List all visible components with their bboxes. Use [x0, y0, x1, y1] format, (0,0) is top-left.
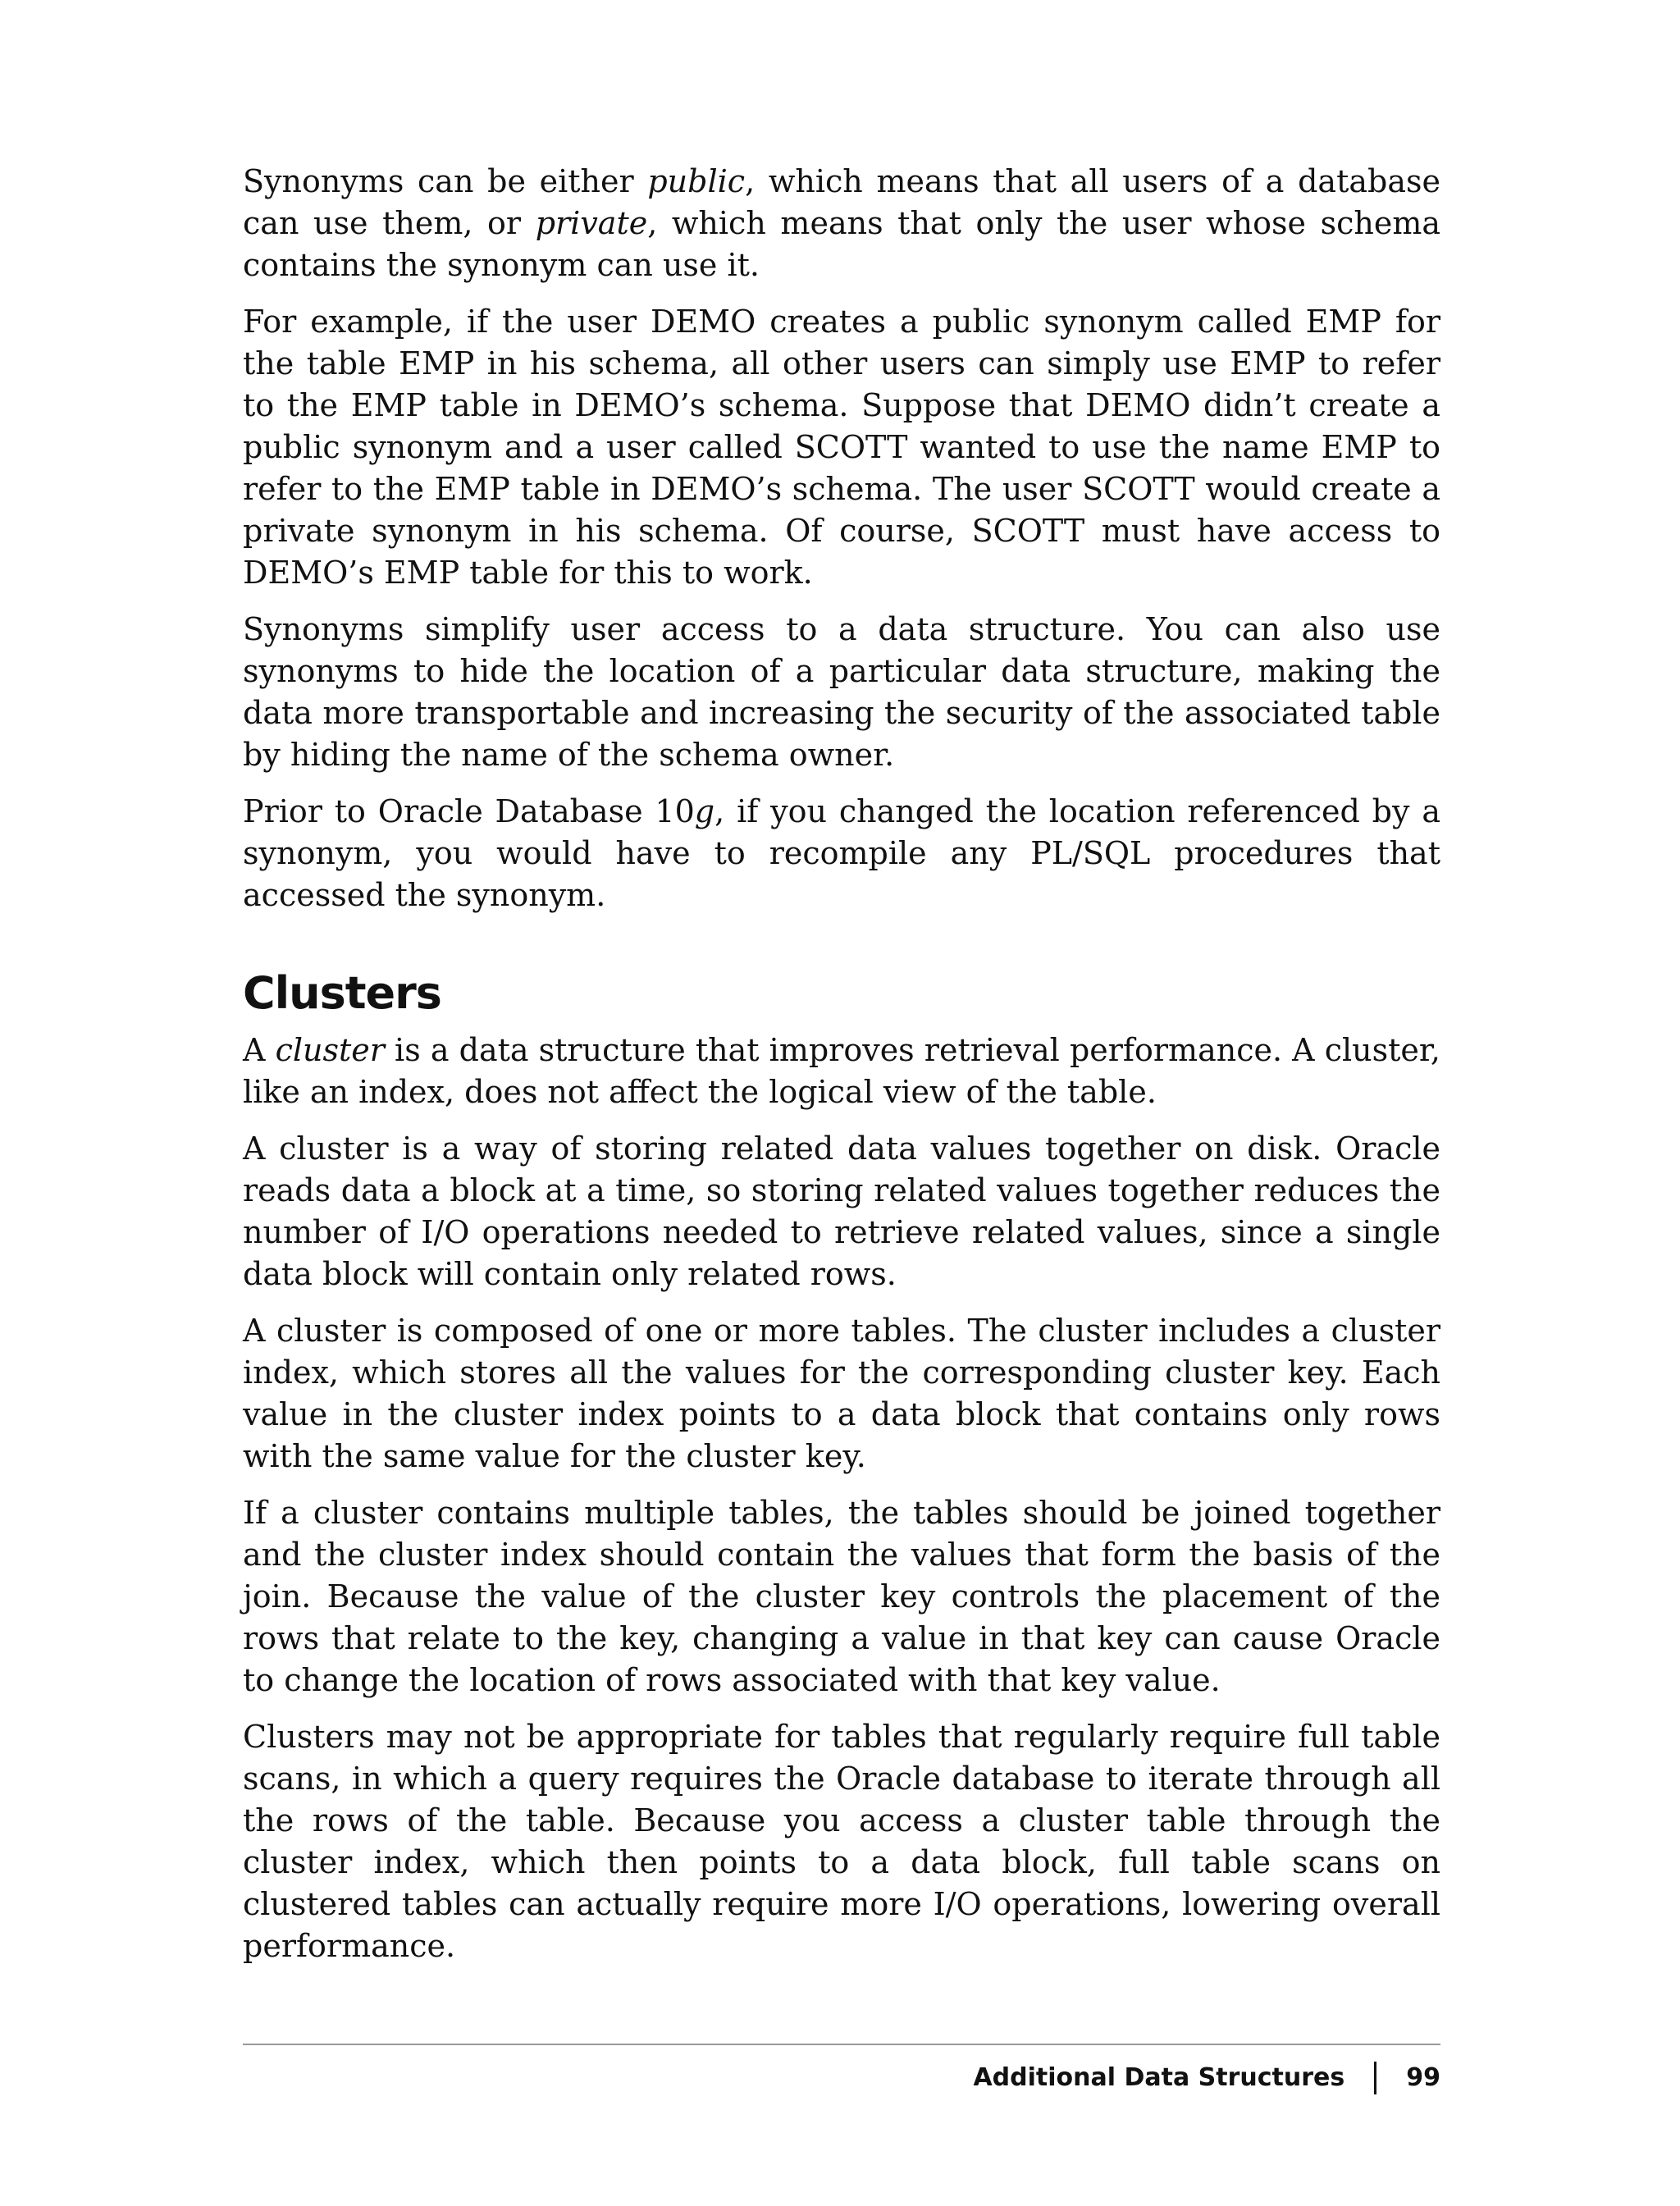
paragraph: [243, 609, 1440, 776]
top-paragraphs: [243, 161, 1440, 916]
page-number: 99: [1406, 2063, 1440, 2092]
text-run: , which means that all users of a database can use them, or: [243, 163, 1440, 241]
page-footer: [973, 2062, 1440, 2094]
paragraph: [243, 791, 1440, 916]
text-run: , which means that only the user whose schema contains the synonym can use it.: [243, 205, 1441, 283]
text-run: If a cluster contains multiple tables, the tables should be joined together and the cluster index should contain the values that form the basis of the join. Because the value of the cluster key controls the placement of the rows that relate to the key, changing a value in that key can cause Oracle to change the location of rows associated with that key value.: [243, 1495, 1440, 1698]
paragraph: [243, 161, 1440, 286]
paragraph: [243, 1492, 1440, 1701]
running-footer-title: Additional Data Structures: [973, 2063, 1345, 2092]
paragraph: [243, 1716, 1440, 1967]
text-run: Synonyms simplify user access to a data structure. You can also use synonyms to hide the location of a particular data structure, making the data more transportable and increasing the security of the associated table by hiding the name of the schema owner.: [243, 611, 1440, 773]
paragraph: [243, 301, 1440, 594]
footer-rule: [243, 2044, 1440, 2045]
italic-text: g: [694, 793, 715, 829]
footer-separator: [1374, 2062, 1376, 2094]
italic-text: public: [647, 163, 746, 199]
text-run: Synonyms can be either: [243, 163, 648, 199]
text-run: A: [243, 1032, 276, 1068]
paragraph: [243, 1030, 1440, 1113]
text-run: , if you changed the location referenced by a synonym, you would have to recompile any PL/SQL procedures that accessed the synonym.: [243, 793, 1440, 913]
text-run: Prior to Oracle Database 10: [243, 793, 695, 829]
text-run: is a data structure that improves retrieval performance. A cluster, like an index, does not affect the logical view of the table.: [243, 1032, 1440, 1110]
page-body: [243, 161, 1440, 1982]
italic-text: private: [535, 205, 648, 241]
text-run: For example, if the user DEMO creates a public synonym called EMP for the table EMP in his schema, all other users can simply use EMP to refer to the EMP table in DEMO’s schema. Suppose that DEMO didn’t create a public synonym and a user called SCOTT wanted to use the name EMP to refer to the EMP table in DEMO’s schema. The user SCOTT would create a private synonym in his schema. Of course, SCOTT must have access to DEMO’s EMP table for this to work.: [243, 304, 1440, 591]
bottom-paragraphs: [243, 1030, 1440, 1967]
section-heading: Clusters: [243, 967, 441, 1019]
text-run: A cluster is composed of one or more tables. The cluster includes a cluster index, which stores all the values for the corresponding cluster key. Each value in the cluster index points to a data block that contains only rows with the same value for the cluster key.: [243, 1313, 1440, 1474]
paragraph: [243, 1128, 1440, 1295]
text-run: Clusters may not be appropriate for tables that regularly require full table scans, in which a query requires the Oracle database to iterate through all the rows of the table. Because you access a cluster table through the cluster index, which then points to a data block, full table scans on clustered tables can actually require more I/O operations, lowering overall performance.: [243, 1719, 1440, 1964]
italic-text: cluster: [275, 1032, 385, 1068]
paragraph: [243, 1310, 1440, 1478]
text-run: A cluster is a way of storing related data values together on disk. Oracle reads data a block at a time, so storing related values together reduces the number of I/O operations needed to retrieve related values, since a single data block will contain only related rows.: [243, 1130, 1440, 1292]
